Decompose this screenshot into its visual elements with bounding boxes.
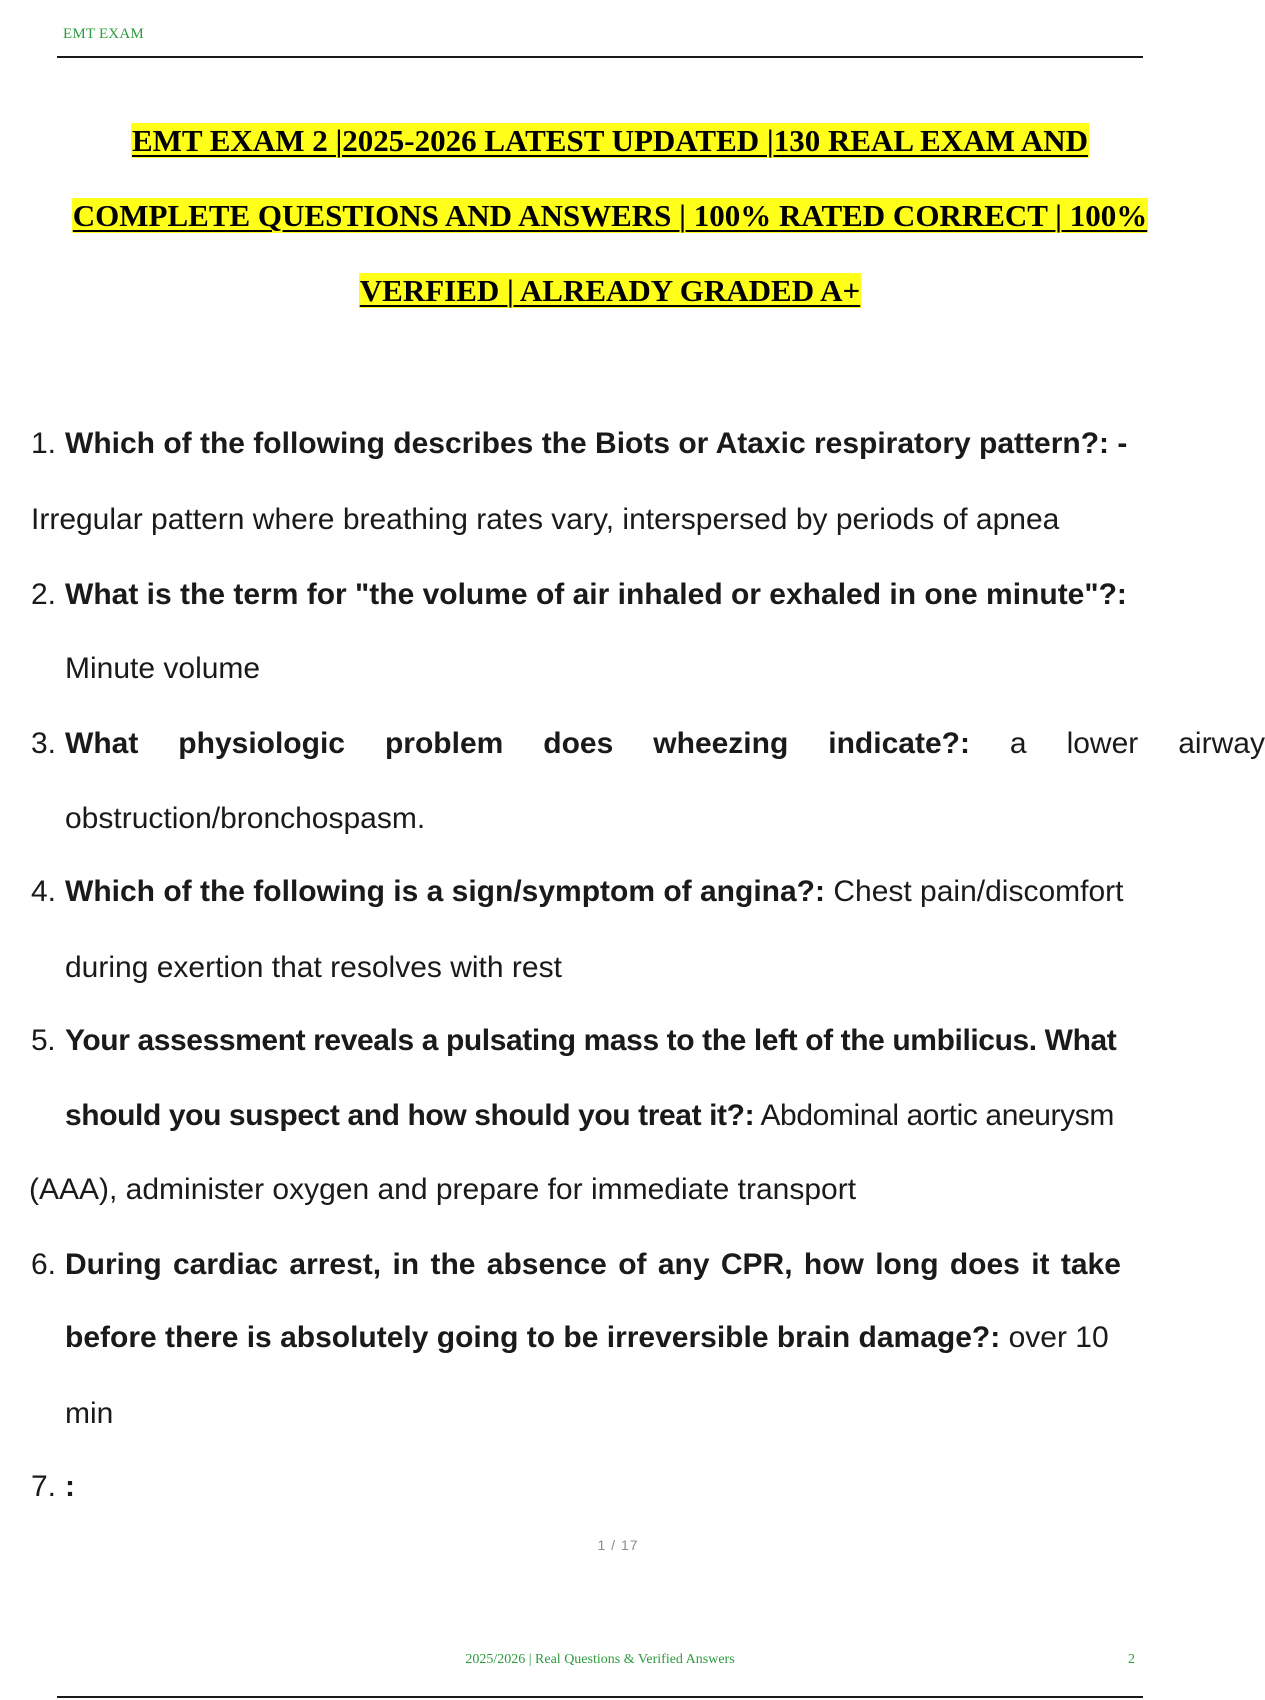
answer-word: a <box>1009 727 1027 760</box>
qa-item-5-line-2 <box>65 1098 1114 1134</box>
question-number: 1. <box>31 427 57 460</box>
question-text: During cardiac arrest, in the absence of any CPR, how long does it take <box>65 1248 1121 1281</box>
answer-text: Irregular pattern where breathing rates vary, interspersed by periods of apnea <box>31 503 1060 536</box>
footer-page-number: 2 <box>1128 1652 1135 1667</box>
title-line-3-text: VERFIED | ALREADY GRADED A+ <box>359 273 861 308</box>
question-number: 5. <box>31 1024 56 1057</box>
question-number: 2. <box>31 578 57 611</box>
page-count: 1 / 17 <box>597 1537 639 1553</box>
header-label: EMT EXAM <box>63 26 144 42</box>
answer-text: Abdominal aortic aneurysm <box>760 1099 1114 1132</box>
footer-text: 2025/2026 | Real Questions & Verified Answers <box>465 1652 735 1667</box>
answer-text: during exertion that resolves with rest <box>65 951 562 984</box>
question-text: : <box>65 1470 75 1503</box>
qa-item-5 <box>31 1023 1116 1059</box>
question-word: What <box>65 727 139 760</box>
qa-item-7 <box>31 1469 75 1505</box>
qa-item-6 <box>31 1247 1121 1283</box>
question-word: does <box>543 727 614 760</box>
qa-item-3 <box>65 726 1265 762</box>
footer-divider <box>57 1696 1143 1698</box>
answer-text: Minute volume <box>65 652 261 685</box>
qa-item-6-line-2 <box>65 1320 1109 1356</box>
question-word: wheezing <box>653 727 789 760</box>
answer-text: min <box>65 1397 114 1430</box>
question-text: before there is absolutely going to be irreversible brain damage?: <box>65 1321 1001 1354</box>
answer-text: (AAA), administer oxygen and prepare for immediate transport <box>29 1173 857 1206</box>
title-line-2-text: COMPLETE QUESTIONS AND ANSWERS | 100% RATED CORRECT | 100% <box>72 198 1148 233</box>
answer-text: Chest pain/discomfort <box>833 875 1124 908</box>
question-number: 7. <box>31 1470 57 1503</box>
question-word: physiologic <box>178 727 345 760</box>
question-text: should you suspect and how should you treat it?: <box>65 1099 755 1132</box>
question-number: 4. <box>31 875 57 908</box>
answer-word: lower <box>1066 727 1139 760</box>
qa-item-2 <box>31 577 1127 613</box>
question-text: Which of the following is a sign/symptom of angina?: <box>65 875 825 908</box>
qa-item-4 <box>31 874 1123 910</box>
question-word: problem <box>384 727 504 760</box>
question-text: Which of the following describes the Biots or Ataxic respiratory pattern?: - <box>65 427 1128 460</box>
answer-text: obstruction/bronchospasm. <box>65 802 426 835</box>
title-line-1-text: EMT EXAM 2 |2025-2026 LATEST UPDATED |130 REAL EXAM AND <box>131 123 1089 158</box>
question-number: 3. <box>31 727 57 760</box>
question-number: 6. <box>31 1248 57 1281</box>
question-word: indicate?: <box>828 727 970 760</box>
answer-text: over 10 <box>1008 1321 1109 1354</box>
qa-item-1 <box>31 426 1127 462</box>
question-text: What is the term for "the volume of air inhaled or exhaled in one minute"?: <box>65 578 1127 611</box>
question-text: Your assessment reveals a pulsating mass to the left of the umbilicus. What <box>65 1024 1117 1057</box>
answer-word: airway <box>1178 727 1265 760</box>
